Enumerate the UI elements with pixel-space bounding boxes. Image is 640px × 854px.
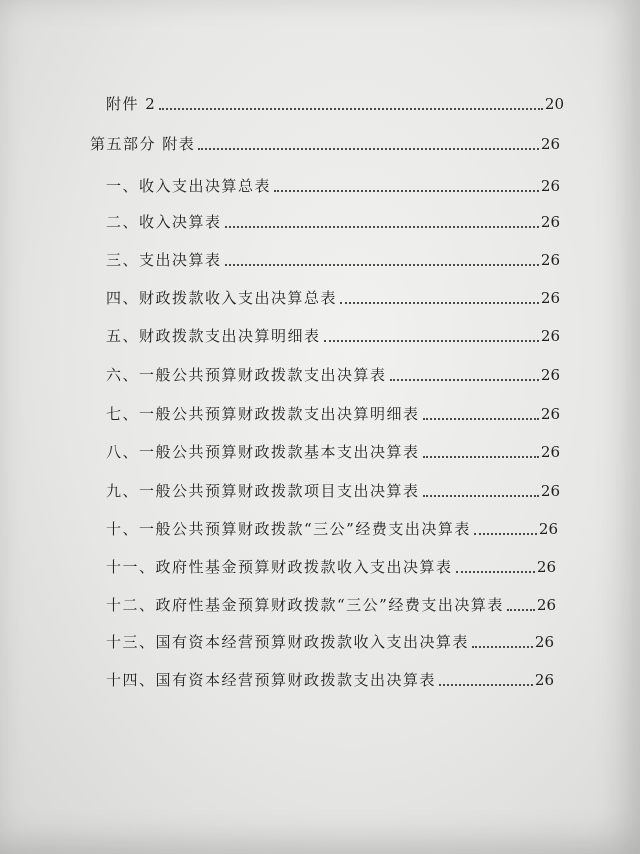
toc-entry-table-2	[106, 202, 560, 232]
toc-entry-table-10	[106, 509, 558, 539]
toc-entry-page: 26	[540, 135, 560, 153]
dot-leader	[456, 570, 535, 573]
dot-leader	[198, 147, 539, 150]
toc-entry-table-6	[106, 355, 560, 385]
dot-leader	[390, 378, 539, 381]
toc-entry-title: 十、一般公共预算财政拨款“三公”经费支出决算表	[106, 520, 471, 538]
toc-entry-title: 三、支出决算表	[106, 251, 222, 269]
toc-entry-title: 十二、政府性基金预算财政拨款“三公”经费支出决算表	[106, 596, 504, 614]
dot-leader	[474, 532, 537, 535]
dot-leader	[423, 494, 539, 497]
toc-entry-table-11	[106, 547, 556, 577]
toc-entry-table-12	[106, 585, 556, 615]
dot-leader	[507, 608, 535, 611]
dot-leader	[423, 417, 539, 420]
toc-entry-page: 26	[540, 405, 560, 423]
dot-leader	[225, 263, 539, 266]
dot-leader	[225, 225, 539, 228]
toc-entry-title: 一、收入支出决算总表	[106, 177, 272, 195]
dot-leader	[423, 455, 539, 458]
toc-entry-page: 26	[540, 251, 560, 269]
toc-entry-table-13	[106, 622, 554, 652]
toc-entry-page: 26	[536, 596, 556, 614]
toc-entry-table-5	[106, 316, 560, 346]
dot-leader	[340, 301, 539, 304]
toc-entry-page: 26	[540, 327, 560, 345]
toc-entry-page: 26	[540, 177, 560, 195]
toc-entry-page: 26	[540, 366, 560, 384]
toc-entry-table-7	[106, 394, 560, 424]
toc-entry-title: 第五部分 附表	[90, 135, 196, 153]
dot-leader	[324, 339, 539, 342]
toc-entry-title: 八、一般公共预算财政拨款基本支出决算表	[106, 443, 420, 461]
toc-entry-title: 二、收入决算表	[106, 213, 222, 231]
toc-entry-page: 20	[544, 95, 564, 113]
toc-entry-title: 十三、国有资本经营预算财政拨款收入支出决算表	[106, 633, 470, 651]
toc-entry-title: 五、财政拨款支出决算明细表	[106, 327, 321, 345]
dot-leader	[472, 645, 533, 648]
toc-entry-page: 26	[534, 671, 554, 689]
toc-entry-table-14	[106, 660, 554, 690]
toc-entry-part-five	[90, 124, 560, 154]
toc-entry-page: 26	[534, 633, 554, 651]
toc-entry-page: 26	[538, 520, 558, 538]
toc-entry-table-4	[106, 278, 560, 308]
toc-entry-title: 九、一般公共预算财政拨款项目支出决算表	[106, 482, 420, 500]
toc-entry-title: 四、财政拨款收入支出决算总表	[106, 289, 338, 307]
toc-entry-page: 26	[540, 443, 560, 461]
toc-entry-title: 七、一般公共预算财政拨款支出决算明细表	[106, 405, 420, 423]
toc-entry-title: 十一、政府性基金预算财政拨款收入支出决算表	[106, 558, 453, 576]
toc-entry-page: 26	[540, 213, 560, 231]
dot-leader	[159, 107, 543, 110]
toc-entry-table-3	[106, 240, 560, 270]
toc-entry-title: 附件 2	[106, 95, 157, 113]
toc-entry-title: 十四、国有资本经营预算财政拨款支出决算表	[106, 671, 437, 689]
toc-entry-page: 26	[536, 558, 556, 576]
dot-leader	[439, 683, 533, 686]
toc-entry-attachment-2	[106, 84, 564, 114]
toc-entry-page: 26	[540, 482, 560, 500]
toc-entry-table-1	[106, 166, 560, 196]
dot-leader	[274, 189, 539, 192]
toc-entry-table-9	[106, 471, 560, 501]
toc-entry-title: 六、一般公共预算财政拨款支出决算表	[106, 366, 387, 384]
toc-entry-page: 26	[540, 289, 560, 307]
toc-entry-table-8	[106, 432, 560, 462]
